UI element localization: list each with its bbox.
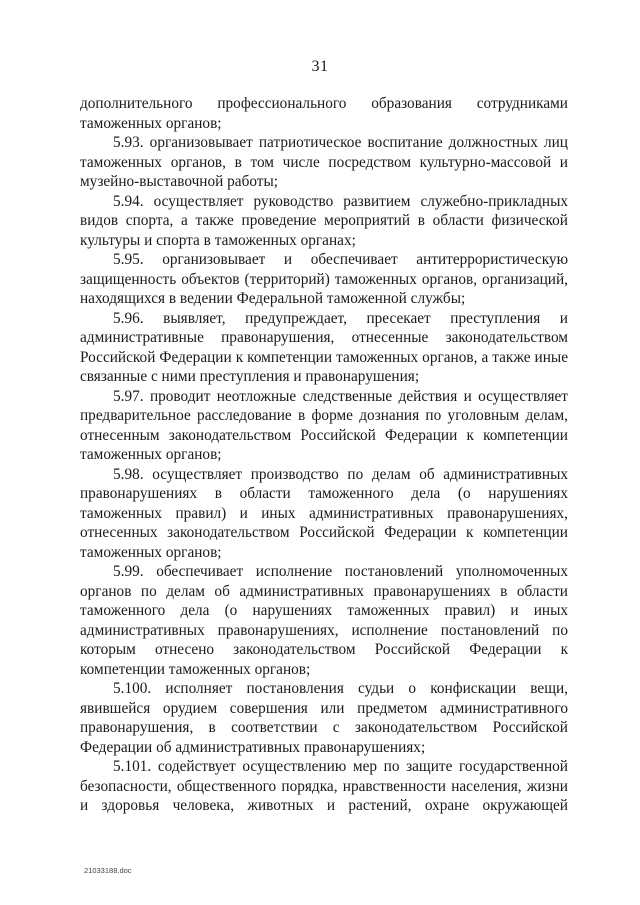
paragraph-continued: дополнительного профессионального образования сотрудниками таможенных органов;: [80, 95, 568, 132]
file-name-footer: 21033188.doc: [84, 866, 132, 875]
document-body: [80, 94, 568, 816]
paragraph-5-99: 5.99. обеспечивает исполнение постановлений уполномоченных органов по делам об административных правонарушениях в области таможенного дела (о нарушениях таможенных правил) и иных административных правонарушениях, исполнение постановлений по которым отнесено законодательством Российской Федерации к компетенции таможенных органов;: [80, 563, 568, 678]
paragraph-5-100: 5.100. исполняет постановления судьи о конфискации вещи, явившейся орудием совершения или предметом административного правонарушения, в соответствии с законодательством Российской Федерации об административных правонарушениях;: [80, 680, 568, 756]
paragraph-5-101: 5.101. содействует осуществлению мер по защите государственной безопасности, общественного порядка, нравственности населения, жизни и здоровья человека, животных и растений, охране окружающей: [80, 758, 568, 814]
paragraph-5-94: 5.94. осуществляет руководство развитием служебно-прикладных видов спорта, а также проведение мероприятий в области физической культуры и спорта в таможенных органах;: [80, 192, 568, 249]
paragraph-5-98: 5.98. осуществляет производство по делам об административных правонарушениях в области таможенного дела (о нарушениях таможенных правил) и иных административных правонарушениях, отнесенных законодательством Российской Федерации к компетенции таможенных органов;: [80, 465, 568, 561]
paragraph-5-97: 5.97. проводит неотложные следственные действия и осуществляет предварительное расследование в форме дознания по уголовным делам, отнесенным законодательством Российской Федерации к компетенции таможенных органов;: [80, 387, 568, 463]
page-number: 31: [311, 58, 329, 75]
paragraph-5-96: 5.96. выявляет, предупреждает, пресекает преступления и административные правонарушения, отнесенные законодательством Российской Федерации к компетенции таможенных органов, а также иные связанные с ними преступления и правонарушения;: [80, 309, 568, 385]
paragraph-5-93: 5.93. организовывает патриотическое воспитание должностных лиц таможенных органов, в том числе посредством культурно-массовой и музейно-выставочной работы;: [80, 134, 568, 190]
paragraph-5-95: 5.95. организовывает и обеспечивает антитеррористическую защищенность объектов (территорий) таможенных органов, организаций, находящихся в ведении Федеральной таможенной службы;: [80, 251, 568, 307]
